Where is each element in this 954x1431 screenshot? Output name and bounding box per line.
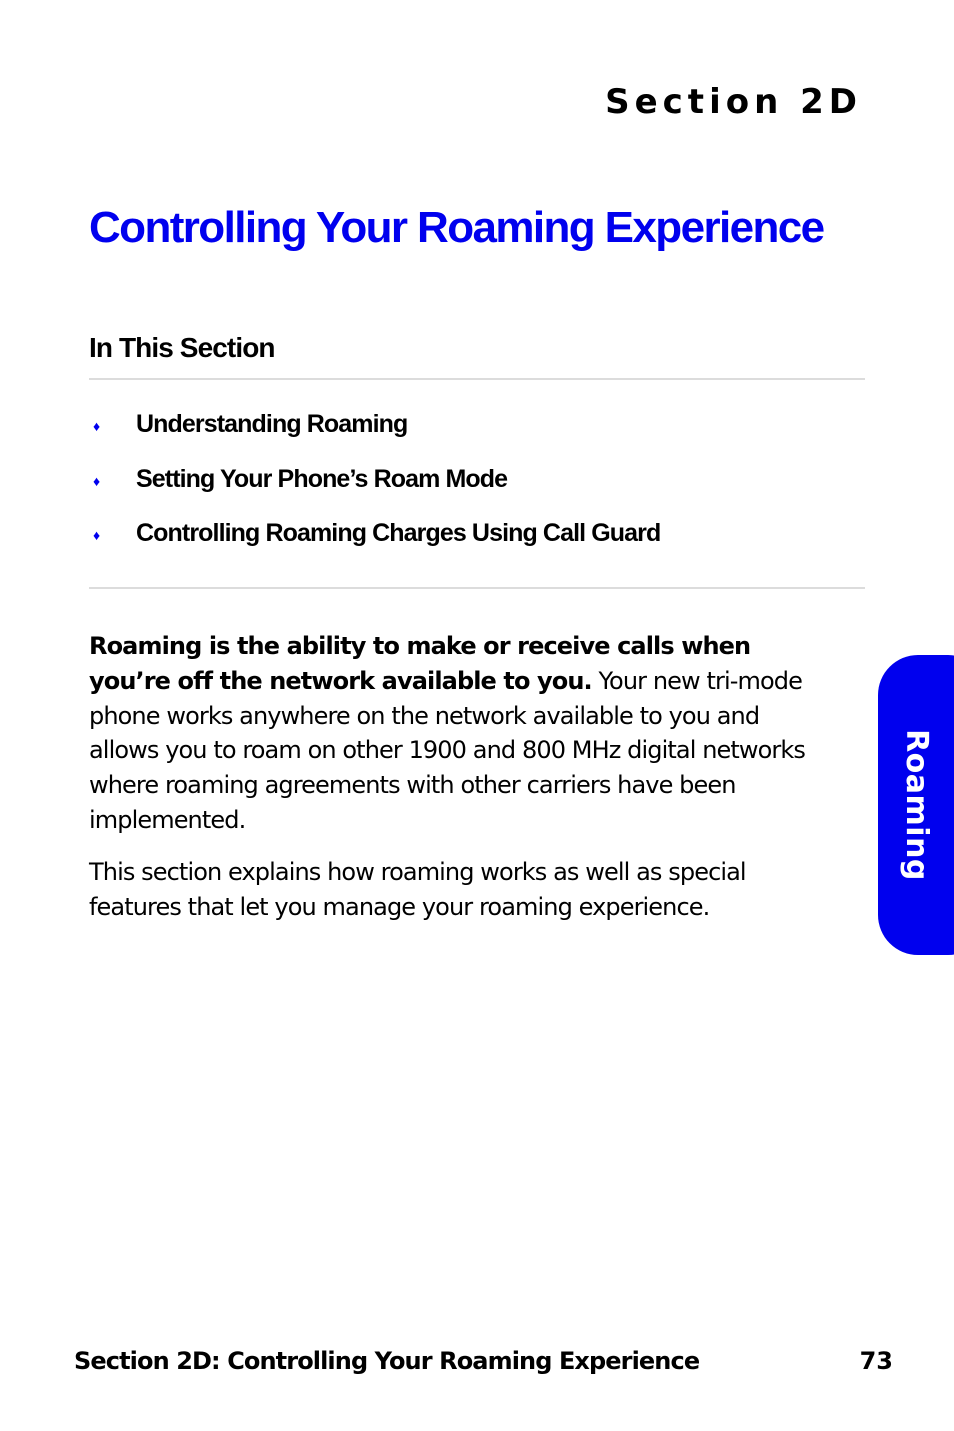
toc-item-understanding-roaming: Understanding Roaming <box>136 410 408 438</box>
intro-body-text: Your new tri-mode phone works anywhere on the network available to you and allows you to roam on other 1900 and 800 MHz digital networks where roaming agreements with other carriers have been implemented. <box>89 666 805 834</box>
explanation-paragraph: This section explains how roaming works as well as special features that let you manage your roaming experience. <box>89 858 746 921</box>
intro-paragraph <box>89 629 829 838</box>
diamond-bullet-icon: ♦ <box>93 472 101 489</box>
toc-item-roam-mode: Setting Your Phone’s Roam Mode <box>136 464 508 493</box>
section-label: Section 2D <box>605 82 862 122</box>
section-divider-top <box>89 378 865 380</box>
page-number: 73 <box>859 1347 893 1375</box>
section-divider-bottom <box>89 587 865 589</box>
intro-lead-sentence: Roaming is the ability to make or receive calls when you’re off the network available to you. <box>89 632 751 695</box>
toc-item-call-guard: Controlling Roaming Charges Using Call Guard <box>136 519 661 547</box>
diamond-bullet-icon: ♦ <box>93 527 101 543</box>
page-title: Controlling Your Roaming Experience <box>89 203 824 252</box>
side-tab-label: Roaming <box>899 729 934 881</box>
in-this-section-heading: In This Section <box>89 332 275 363</box>
footer-title: Section 2D: Controlling Your Roaming Experience <box>74 1347 700 1375</box>
diamond-bullet-icon: ♦ <box>93 418 101 434</box>
